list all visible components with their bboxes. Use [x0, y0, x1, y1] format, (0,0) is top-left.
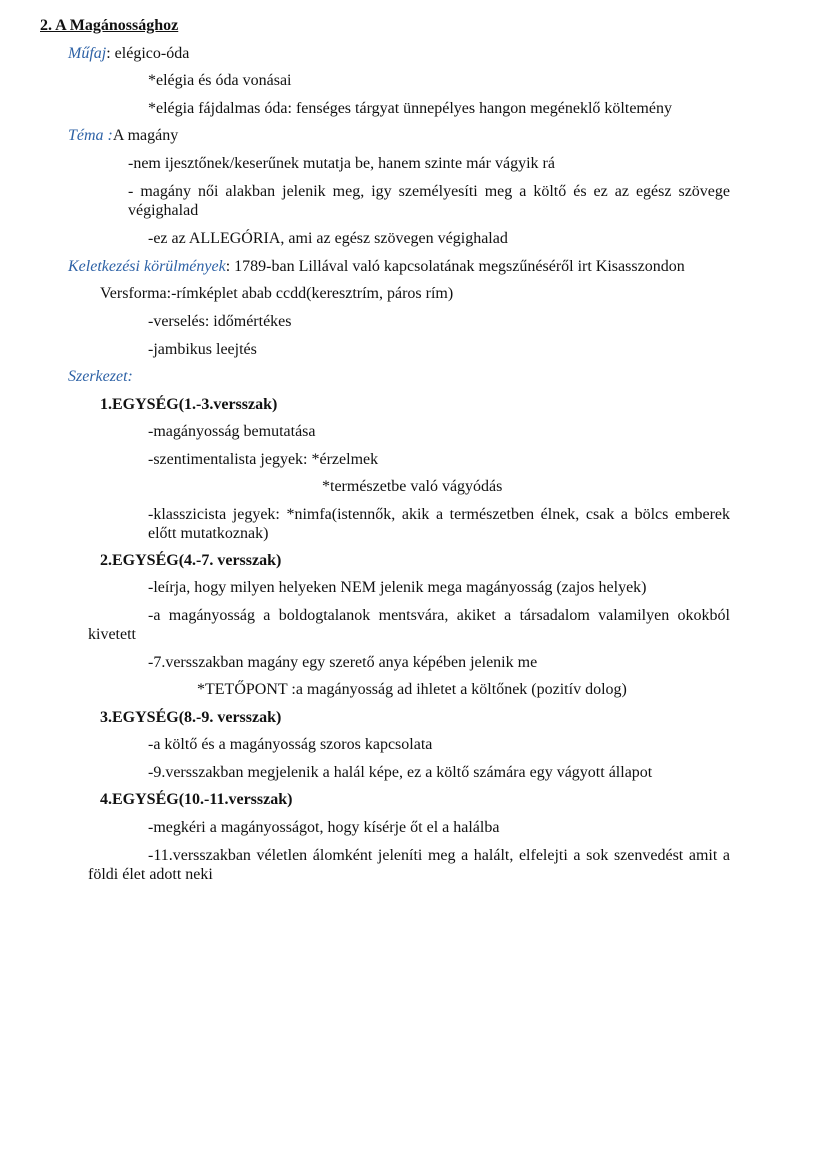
mufaj-point: *elégia és óda vonásai — [148, 72, 292, 89]
unit-heading: 3.EGYSÉG(8.-9. versszak) — [100, 709, 282, 726]
unit-point: -7.versszakban magány egy szerető anya képében jelenik me — [148, 654, 538, 671]
tema-value: A magány — [112, 127, 179, 144]
unit-point: -a költő és a magányosság szoros kapcsolata — [148, 736, 433, 753]
unit-point: -klasszicista jegyek: *nimfa(istennők, akik a természetben élnek, csak a bölcs emberek előtt mutatkoznak) — [148, 506, 730, 542]
versforma-point: -jambikus leejtés — [148, 341, 257, 358]
keletkezes-value: : 1789-ban Lillával való kapcsolatának megszűnéséről irt Kisasszondon — [225, 258, 685, 275]
versforma-line: Versforma:-rímképlet abab ccdd(keresztrím, páros rím) — [100, 285, 454, 302]
unit-point: *TETŐPONT :a magányosság ad ihletet a költőnek (pozitív dolog) — [197, 681, 627, 698]
unit-point: -megkéri a magányosságot, hogy kísérje őt el a halálba — [148, 819, 500, 836]
document-title: 2. A Magánossághoz — [40, 17, 179, 34]
tema-point: -ez az ALLEGÓRIA, ami az egész szövegen végighalad — [148, 230, 508, 247]
unit-point: -9.versszakban megjelenik a halál képe, ez a költő számára egy vágyott állapot — [148, 764, 653, 781]
unit-heading: 2.EGYSÉG(4.-7. versszak) — [100, 552, 282, 569]
unit-point: -a magányosság a boldogtalanok mentsvára, akiket a társadalom valamilyen okokból kivetett — [88, 607, 730, 643]
unit-heading: 1.EGYSÉG(1.-3.versszak) — [100, 396, 278, 413]
versforma-point: -verselés: időmértékes — [148, 313, 292, 330]
mufaj-point: *elégia fájdalmas óda: fenséges tárgyat ünnepélyes hangon megéneklő költemény — [148, 100, 672, 117]
keletkezes-label: Keletkezési körülmények — [68, 258, 226, 275]
mufaj-label: Műfaj — [68, 45, 107, 62]
szerkezet-label: Szerkezet: — [68, 368, 133, 385]
mufaj-value: : elégico-óda — [106, 45, 190, 62]
tema-point: - magány női alakban jelenik meg, igy személyesíti meg a költő és ez az egész szövege végighalad — [128, 183, 730, 219]
unit-point: -leírja, hogy milyen helyeken NEM jelenik mega magányosság (zajos helyek) — [148, 579, 647, 596]
unit-heading: 4.EGYSÉG(10.-11.versszak) — [100, 791, 293, 808]
mufaj-line — [68, 44, 189, 63]
unit-point: -11.versszakban véletlen álomként jeleníti meg a halált, elfelejti a sok szenvedést amit a földi élet adott neki — [88, 847, 730, 883]
unit-point: -magányosság bemutatása — [148, 423, 316, 440]
tema-line — [68, 126, 178, 145]
unit-point: *természetbe való vágyódás — [322, 478, 503, 495]
unit-point: -szentimentalista jegyek: *érzelmek — [148, 451, 379, 468]
tema-label: Téma : — [68, 127, 113, 144]
tema-point: -nem ijesztőnek/keserűnek mutatja be, hanem szinte már vágyik rá — [128, 155, 555, 172]
keletkezes-line — [68, 257, 685, 276]
